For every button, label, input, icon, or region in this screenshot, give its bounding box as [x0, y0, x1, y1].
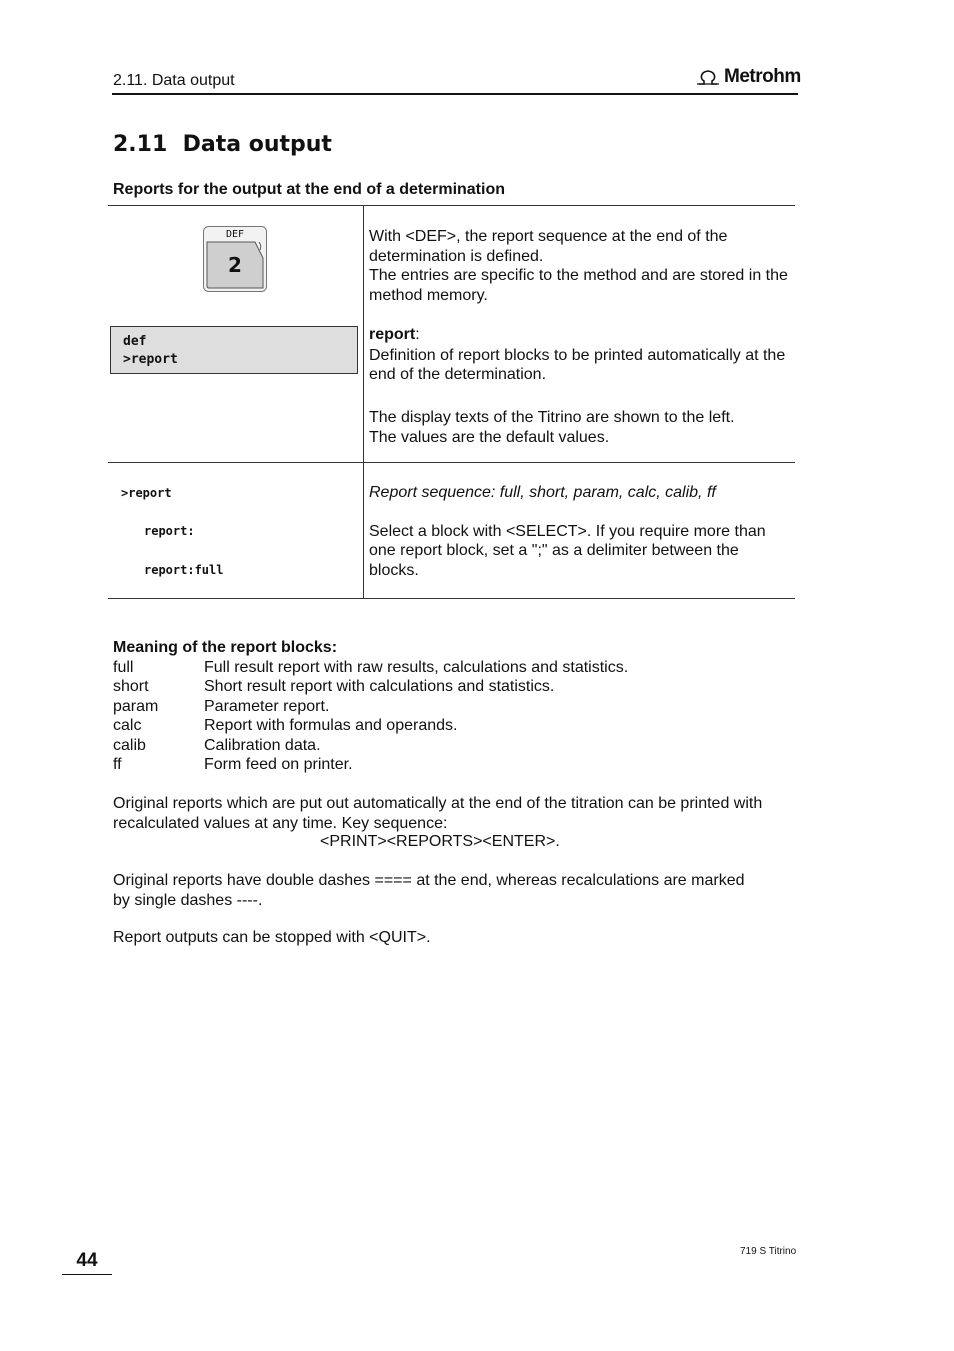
- row2-display-2: report:: [144, 524, 195, 538]
- lcd-display: [110, 326, 358, 374]
- key-top-label: DEF: [226, 229, 245, 240]
- list-item: calib Calibration data.: [113, 736, 321, 754]
- def-storage: The entries are specific to the method and are stored in the method memory.: [369, 267, 788, 304]
- def-intro: With <DEF>, the report sequence at the end of the determination is defined.: [369, 228, 728, 265]
- recalc-paragraph: Original reports which are put out automatically at the end of the titration can be printed with recalculated values at any time. Key sequence:: [113, 795, 763, 832]
- display-note: The display texts of the Titrino are shown to the left.: [369, 408, 735, 426]
- product-name: 719 S Titrino: [740, 1246, 797, 1257]
- report-heading: report:: [369, 326, 420, 343]
- def-key: [203, 226, 267, 292]
- list-item: ff Form feed on printer.: [113, 756, 353, 773]
- select-instruction: Select a block with <SELECT>. If you require more than one report block, set a ";" as a delimiter between the blocks.: [369, 522, 766, 579]
- table-top-rule: [108, 205, 795, 206]
- brand-name: Metrohm: [724, 66, 801, 87]
- list-item: short Short result report with calculations and statistics.: [113, 678, 555, 695]
- subheading: Reports for the output at the end of a determination: [113, 181, 505, 198]
- list-item: full Full result report with raw results, calculations and statistics.: [113, 658, 629, 676]
- omega-logo-icon: [696, 68, 720, 86]
- report-blocks-section: [113, 638, 813, 775]
- row2-display-1: >report: [121, 486, 172, 500]
- report-definition: Definition of report blocks to be printed automatically at the end of the determination.: [369, 346, 786, 383]
- table-mid-rule: [108, 462, 795, 463]
- section-title: 2.11 Data output: [113, 132, 332, 157]
- page-number: 44: [76, 1250, 98, 1271]
- page-number-rule: [62, 1274, 112, 1275]
- list-item: calc Report with formulas and operands.: [113, 717, 458, 734]
- key-sequence: <PRINT><REPORTS><ENTER>.: [320, 833, 560, 850]
- default-note: The values are the default values.: [369, 429, 610, 446]
- table-column-divider: [363, 205, 364, 599]
- header-rule: [112, 93, 798, 95]
- dashes-paragraph: Original reports have double dashes ==== at the end, whereas recalculations are marked by single dashes ----.: [113, 872, 745, 909]
- display-line-2: >report: [123, 352, 178, 367]
- running-header: 2.11. Data output: [113, 72, 235, 89]
- row2-description: [369, 483, 789, 580]
- key-digit: 2: [228, 253, 242, 277]
- table-bottom-rule: [108, 598, 795, 599]
- brand-logo: [696, 66, 801, 88]
- row1-description: [369, 227, 794, 448]
- report-sequence: Report sequence: full, short, param, calc, calib, ff: [369, 484, 716, 501]
- row2-display-3: report:full: [144, 563, 224, 577]
- display-line-1: def: [123, 334, 147, 349]
- quit-paragraph: Report outputs can be stopped with <QUIT>.: [113, 929, 431, 946]
- list-item: param Parameter report.: [113, 697, 330, 715]
- report-blocks-heading: Meaning of the report blocks:: [113, 639, 338, 656]
